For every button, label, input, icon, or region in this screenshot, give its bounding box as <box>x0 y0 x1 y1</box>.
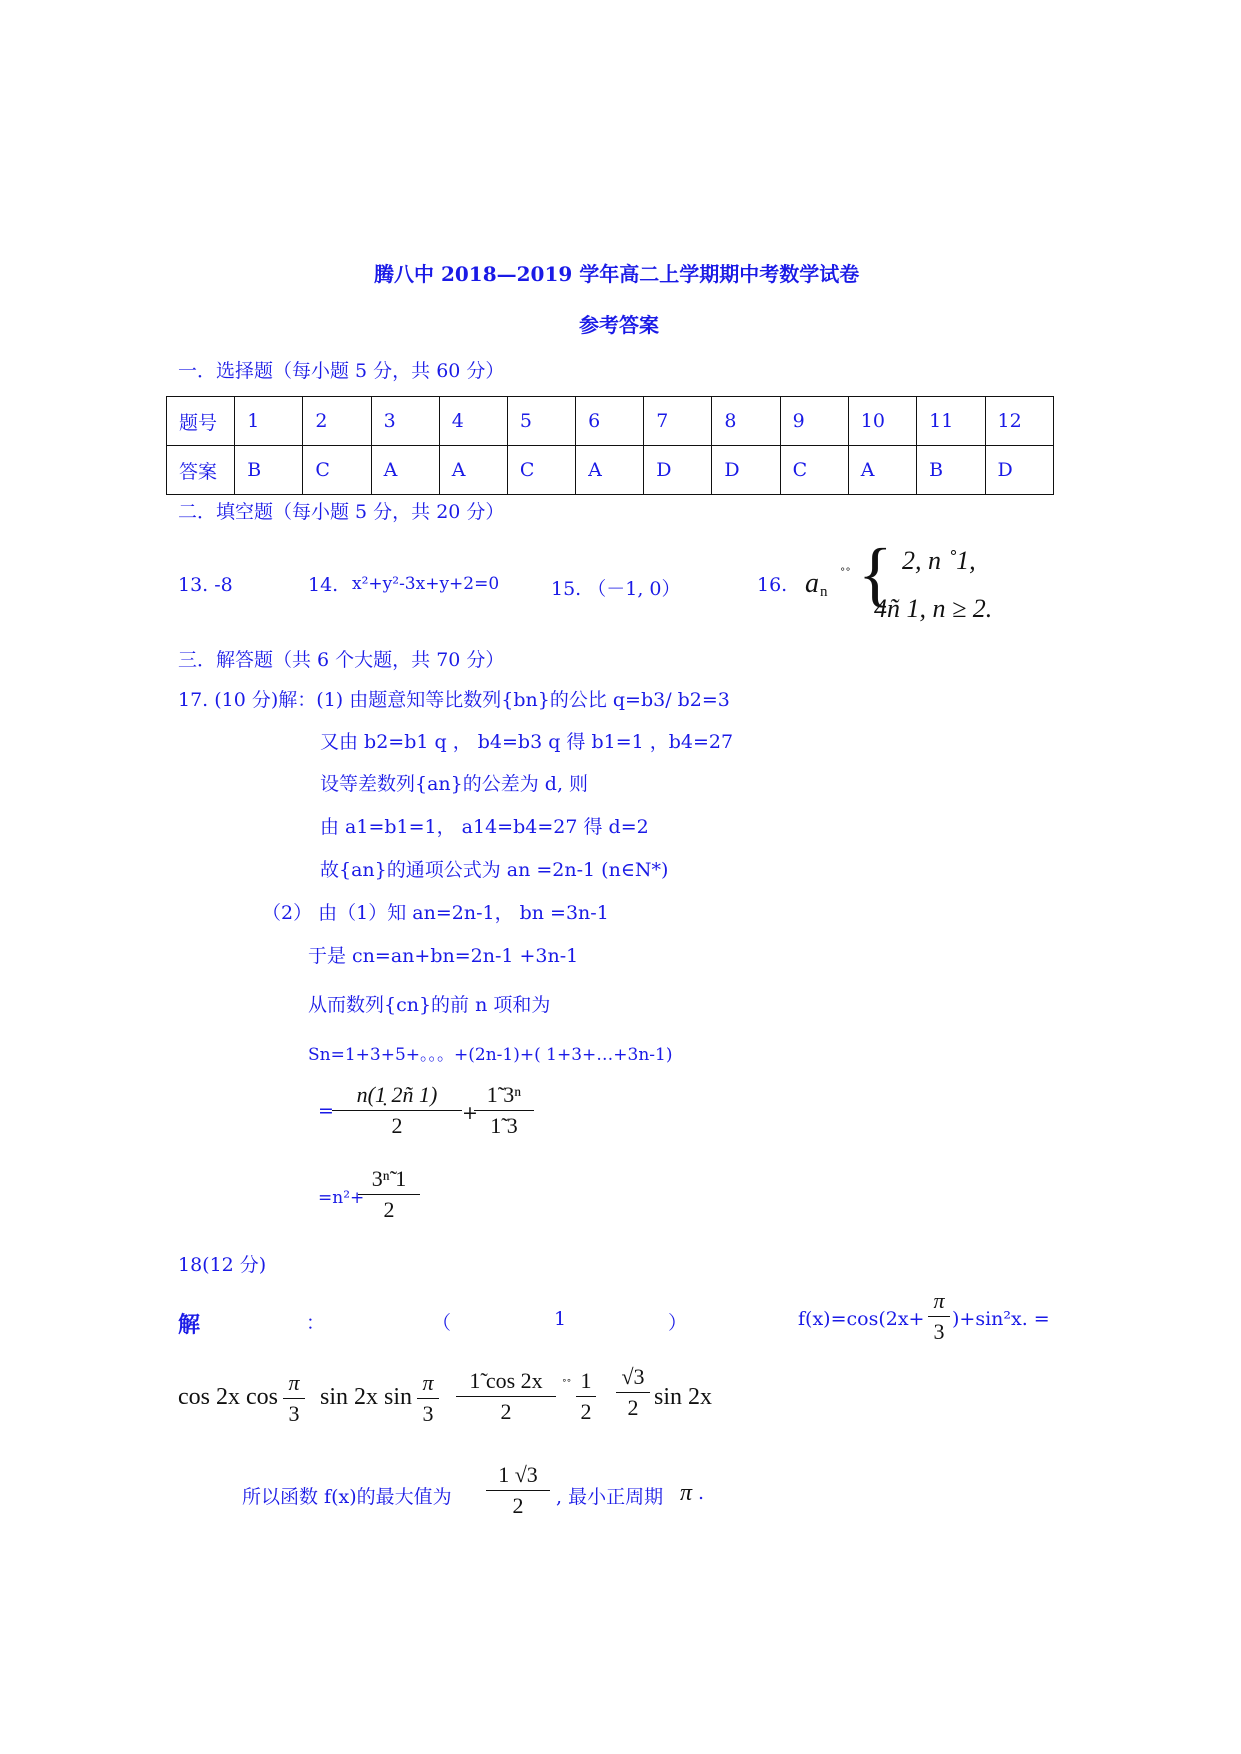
fraction-numerator: 1̃ 3ⁿ <box>486 1082 522 1107</box>
fraction-bar <box>486 1490 550 1491</box>
fraction-bar <box>616 1392 650 1393</box>
table-cell: D <box>712 446 780 495</box>
table-cell: 11 <box>917 397 985 446</box>
table-cell: C <box>303 446 371 495</box>
table-cell: A <box>371 446 439 495</box>
fraction-bar <box>417 1398 439 1399</box>
q18-jie: 解 <box>178 1312 201 1338</box>
table-cell: C <box>507 446 575 495</box>
answer-q16-lhs: a <box>805 568 819 599</box>
table-cell: B <box>917 446 985 495</box>
table-cell: D <box>985 446 1054 495</box>
answer-q16-label: 16. <box>757 574 788 596</box>
q18-expand-frac2 <box>417 1370 439 1427</box>
table-row <box>167 446 1054 495</box>
fraction-denominator: 2 <box>383 1197 395 1222</box>
q18-expand-b: sin 2x sin <box>320 1384 413 1410</box>
fraction-denominator: 2 <box>627 1395 639 1420</box>
q18-conclusion: 所以函数 f(x)的最大值为 <box>242 1486 452 1508</box>
q17-eq2-prefix: =n²+ <box>318 1188 365 1208</box>
table-cell: D <box>644 446 712 495</box>
table-cell: 4 <box>439 397 507 446</box>
q17-line6: （2） 由（1）知 an=2n-1， bn =3n-1 <box>262 902 609 924</box>
fraction-denominator: 2 <box>500 1399 512 1424</box>
fraction-numerator: π <box>288 1370 300 1395</box>
answer-q16-case1: 2, n ˚1, <box>902 546 976 575</box>
answer-q15: 15. （－1, 0） <box>551 578 681 600</box>
fraction-denominator: 2 <box>391 1113 403 1138</box>
q17-line4: 由 a1=b1=1， a14=b4=27 得 d=2 <box>320 816 649 838</box>
q18-header: 18(12 分) <box>178 1254 267 1276</box>
table-cell: 3 <box>371 397 439 446</box>
fraction-numerator: 1̃ cos 2x <box>469 1368 543 1393</box>
row-label: 题号 <box>167 397 235 446</box>
fraction-numerator: π <box>933 1288 945 1313</box>
q18-expand-g: sin 2x <box>654 1384 713 1410</box>
answer-q14-label: 14. <box>308 574 339 596</box>
table-cell: 1 <box>235 397 303 446</box>
q18-f-expr: f(x)=cos(2x+ <box>798 1308 925 1330</box>
q18-expand-mid: ˚˚ <box>562 1378 572 1393</box>
table-cell: 6 <box>576 397 644 446</box>
table-cell: B <box>235 446 303 495</box>
table-cell: A <box>576 446 644 495</box>
q17-line5: 故{an}的通项公式为 an =2n-1 (n∈N*) <box>320 859 669 881</box>
fraction-bar <box>358 1194 420 1195</box>
answer-q16-case2: 4ñ 1, n ≥ 2. <box>874 594 993 623</box>
fraction-bar <box>332 1110 462 1111</box>
q17-line7: 于是 cn=an+bn=2n-1 +3n-1 <box>308 945 579 967</box>
section-solve-heading: 三．解答题（共 6 个大题，共 70 分） <box>178 649 505 671</box>
answer-q13: 13. -8 <box>178 574 233 596</box>
q18-rparen: ） <box>668 1312 688 1334</box>
table-cell: 12 <box>985 397 1054 446</box>
brace-icon: { <box>858 534 893 614</box>
q18-period-end: . <box>698 1482 705 1504</box>
q18-expand-frac4 <box>576 1368 596 1425</box>
q17-eq2-frac <box>358 1166 420 1223</box>
q17-eq1-prefix: = <box>318 1100 334 1122</box>
fraction-denominator: 3 <box>933 1319 945 1344</box>
table-cell: 10 <box>848 397 916 446</box>
answer-q16-mid: ˚˚ <box>840 566 851 583</box>
q18-period-label: , 最小正周期 <box>556 1486 664 1508</box>
q18-expand-frac1 <box>283 1370 305 1427</box>
table-cell: 2 <box>303 397 371 446</box>
q17-eq1-frac1 <box>332 1082 462 1139</box>
fraction-bar <box>474 1110 534 1111</box>
fraction-numerator: 1 √3 <box>498 1462 538 1487</box>
q18-colon: ： <box>306 1312 326 1334</box>
table-cell: 7 <box>644 397 712 446</box>
table-cell: C <box>780 446 848 495</box>
fraction-bar <box>576 1396 596 1397</box>
table-cell: 8 <box>712 397 780 446</box>
section-fill-heading: 二．填空题（每小题 5 分，共 20 分） <box>178 501 505 523</box>
q18-max-value <box>486 1462 550 1519</box>
q18-period-pi: π <box>680 1480 693 1506</box>
fraction-bar <box>456 1396 556 1397</box>
q18-pi-over-3 <box>928 1288 950 1345</box>
table-cell: A <box>439 446 507 495</box>
q18-part-number: 1 <box>554 1308 567 1330</box>
q17-line9: Sn=1+3+5+。。。+(2n-1)+( 1+3+…+3n-1) <box>308 1045 673 1065</box>
fraction-denominator: 1̃ 3 <box>490 1113 518 1138</box>
q17-eq1-plus: + <box>462 1102 478 1124</box>
section-choice-heading: 一．选择题（每小题 5 分，共 60 分） <box>178 360 505 382</box>
fraction-numerator: 1 <box>580 1368 592 1393</box>
q18-expand-frac5 <box>616 1364 650 1421</box>
q17-line1: 17. (10 分)解：(1) 由题意知等比数列{bn}的公比 q=b3/ b2=3 <box>178 689 730 711</box>
fraction-denominator: 3 <box>422 1401 434 1426</box>
fraction-numerator: n(1̣ 2ñ 1) <box>356 1082 438 1107</box>
table-cell: 5 <box>507 397 575 446</box>
fraction-bar <box>928 1316 950 1317</box>
page-title: 腾八中 2018—2019 学年高二上学期期中考数学试卷 <box>374 262 860 286</box>
fraction-denominator: 2 <box>580 1399 592 1424</box>
answer-q14: x²+y²-3x+y+2=0 <box>352 574 500 594</box>
row-label: 答案 <box>167 446 235 495</box>
q17-line8: 从而数列{cn}的前 n 项和为 <box>308 994 551 1016</box>
fraction-denominator: 2 <box>512 1493 524 1518</box>
table-cell: A <box>848 446 916 495</box>
answer-q16-sub: n <box>820 584 828 600</box>
q17-line2: 又由 b2=b1 q ， b4=b3 q 得 b1=1 ，b4=27 <box>320 731 734 753</box>
q17-eq1-frac2 <box>474 1082 534 1139</box>
table-row <box>167 397 1054 446</box>
fraction-bar <box>283 1398 305 1399</box>
table-cell: 9 <box>780 397 848 446</box>
fraction-numerator: π <box>422 1370 434 1395</box>
q18-expand-a: cos 2x cos <box>178 1384 278 1410</box>
q18-f-tail: )+sin²x. = <box>952 1308 1050 1330</box>
q18-expand-frac3 <box>456 1368 556 1425</box>
page-subtitle: 参考答案 <box>579 313 659 337</box>
q17-line3: 设等差数列{an}的公差为 d, 则 <box>320 773 589 795</box>
q18-lparen: （ <box>432 1312 452 1334</box>
fraction-numerator: 3ⁿ̃ 1 <box>371 1166 407 1191</box>
fraction-numerator: √3 <box>621 1364 645 1389</box>
answer-table <box>166 396 1054 495</box>
fraction-denominator: 3 <box>288 1401 300 1426</box>
